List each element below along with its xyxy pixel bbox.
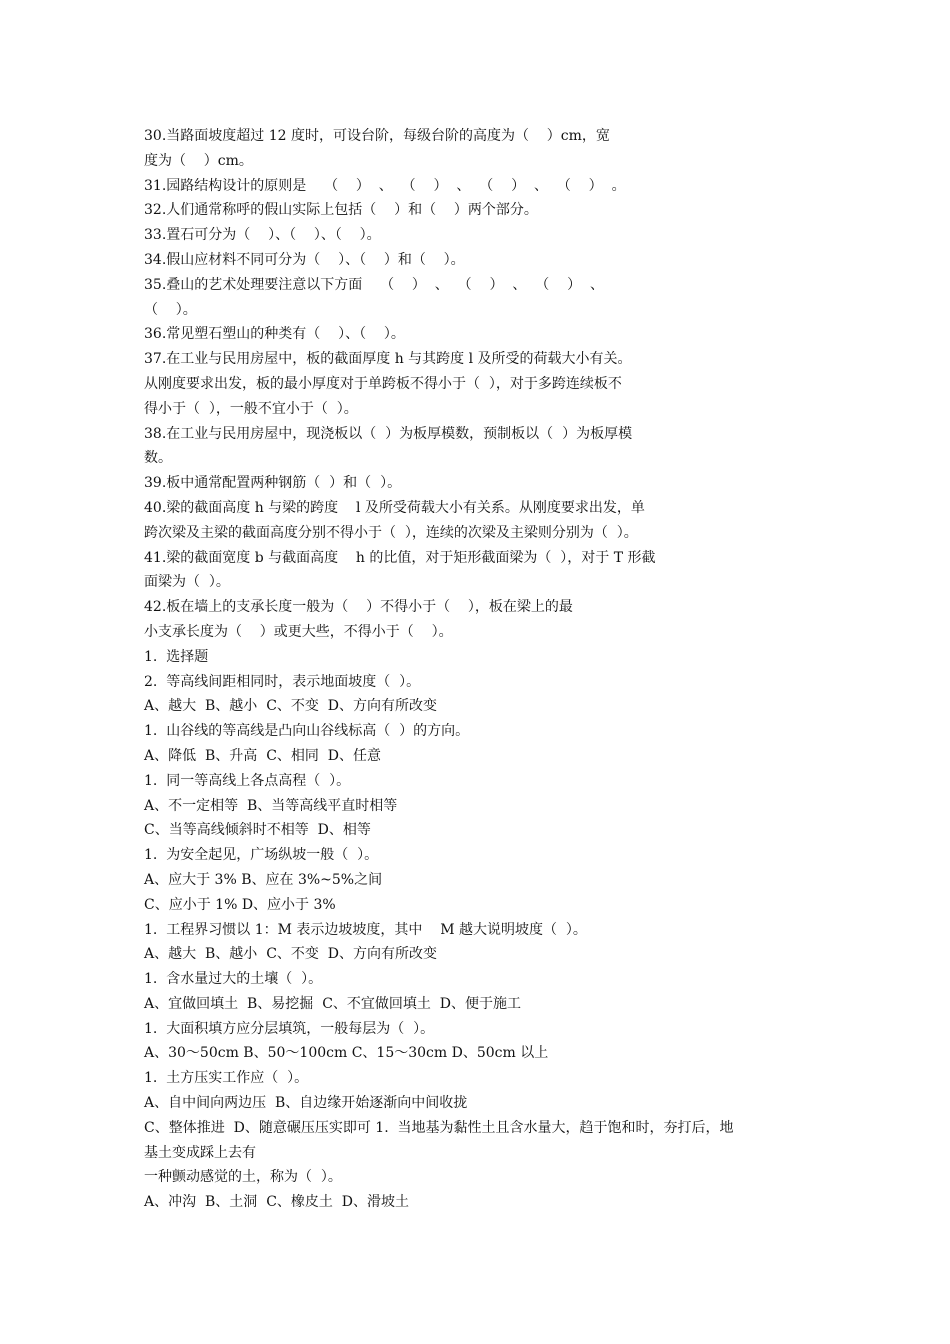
text-line-q37-cont1: 从刚度要求出发，板的最小厚度对于单跨板不得小于（ ），对于多跨连续板不 xyxy=(144,375,622,392)
text-line-mc-options-4b: C、应小于 1% D、应小于 3% xyxy=(144,896,336,913)
text-line-q30: 30.当路面坡度超过 12 度时，可设台阶，每级台阶的高度为（ ）cm，宽 xyxy=(144,128,610,144)
section-heading-choice: 1. 选择题 xyxy=(144,648,209,665)
text-line-q41: 41.梁的截面宽度 b 与截面高度 h 的比值，对于矩形截面梁为（ ），对于 T 形截 xyxy=(144,549,656,566)
text-line-q31: 31.园路结构设计的原则是 （ ） 、 （ ） 、 （ ） 、 （ ） 。 xyxy=(144,177,626,194)
text-line-q38: 38.在工业与民用房屋中，现浇板以（ ）为板厚模数，预制板以（ ）为板厚模 xyxy=(144,425,633,442)
text-line-q32: 32.人们通常称呼的假山实际上包括（ ）和（ ）两个部分。 xyxy=(144,202,538,219)
text-line-mc-options-7: A、30～50cm B、50～100cm C、15～30cm D、50cm 以上 xyxy=(144,1045,549,1062)
text-line-q42-cont: 小支承长度为（ ）或更大些，不得小于（ ）。 xyxy=(144,623,453,640)
text-line-q42: 42.板在墙上的支承长度一般为（ ）不得小于（ ），板在梁上的最 xyxy=(144,599,573,616)
text-line-mc-options-3a: A、不一定相等 B、当等高线平直时相等 xyxy=(144,797,398,814)
document-body xyxy=(144,124,824,1215)
text-line-q40-cont: 跨次梁及主梁的截面高度分别不得小于（ ），连续的次梁及主梁则分别为（ ）。 xyxy=(144,524,638,541)
text-line-mc-plaza-slope: 1. 为安全起见，广场纵坡一般（ ）。 xyxy=(144,847,379,864)
text-line-mc-options-2: A、降低 B、升高 C、相同 D、任意 xyxy=(144,747,382,764)
text-line-mc-wet-soil: 1. 含水量过大的土壤（ ）。 xyxy=(144,971,323,988)
text-line-q36: 36.常见塑石塑山的种类有（ ）、（ ）。 xyxy=(144,326,405,343)
text-line-q37: 37.在工业与民用房屋中，板的截面厚度 h 与其跨度 l 及所受的荷载大小有关。 xyxy=(144,351,632,368)
text-line-q30-cont: 度为（ ）cm。 xyxy=(144,152,253,169)
text-line-mc-compaction: 1. 土方压实工作应（ ）。 xyxy=(144,1070,309,1087)
text-line-mc-contour-spacing: 2. 等高线间距相同时，表示地面坡度（ ）。 xyxy=(144,673,421,690)
text-line-q39: 39.板中通常配置两种钢筋（ ）和（ ）。 xyxy=(144,475,402,492)
text-line-q35: 35.叠山的艺术处理要注意以下方面 （ ） 、 （ ） 、 （ ） 、 xyxy=(144,276,604,293)
text-line-mc-options-4a: A、应大于 3% B、应在 3%~5%之间 xyxy=(144,871,383,888)
text-line-mc-options-8b: C、整体推进 D、随意碾压压实即可 1. 当地基为黏性土且含水量大，趋于饱和时，夯打后，地 xyxy=(144,1119,734,1136)
text-line-q40: 40.梁的截面高度 h 与梁的跨度 l 及所受荷载大小有关系。从刚度要求出发，单 xyxy=(144,499,645,516)
text-line-q41-cont: 面梁为（ ）。 xyxy=(144,574,230,591)
text-line-mc-fill-layers: 1. 大面积填方应分层填筑，一般每层为（ ）。 xyxy=(144,1020,435,1037)
text-line-mc-slope-ratio: 1. 工程界习惯以 1：M 表示边坡坡度，其中 M 越大说明坡度（ ）。 xyxy=(144,921,587,938)
text-line-mc-rubber-soil-cont: 一种颤动感觉的土，称为（ ）。 xyxy=(144,1169,342,1186)
text-line-q33: 33.置石可分为（ ）、（ ）、（ ）。 xyxy=(144,227,381,244)
text-line-q38-cont: 数。 xyxy=(144,450,172,467)
text-line-mc-options-3b: C、当等高线倾斜时不相等 D、相等 xyxy=(144,822,371,839)
text-line-mc-options-1: A、越大 B、越小 C、不变 D、方向有所改变 xyxy=(144,698,438,715)
text-line-mc-same-contour: 1. 同一等高线上各点高程（ ）。 xyxy=(144,772,351,789)
text-line-mc-options-8a: A、自中间向两边压 B、自边缘开始逐渐向中间收拢 xyxy=(144,1095,468,1112)
text-line-q34: 34.假山应材料不同可分为（ ）、（ ）和（ ）。 xyxy=(144,251,465,268)
text-line-mc-options-5: A、越大 B、越小 C、不变 D、方向有所改变 xyxy=(144,946,438,963)
text-line-mc-rubber-soil: 基土变成踩上去有 xyxy=(144,1144,256,1161)
text-line-mc-valley-line: 1. 山谷线的等高线是凸向山谷线标高（ ）的方向。 xyxy=(144,723,470,740)
text-line-mc-options-9: A、冲沟 B、土洞 C、橡皮土 D、滑坡土 xyxy=(144,1194,410,1211)
text-line-mc-options-6: A、宜做回填土 B、易挖掘 C、不宜做回填土 D、便于施工 xyxy=(144,995,522,1012)
text-line-q35-cont: （ ）。 xyxy=(144,301,197,318)
text-line-q37-cont2: 得小于（ ），一般不宜小于（ ）。 xyxy=(144,400,358,417)
